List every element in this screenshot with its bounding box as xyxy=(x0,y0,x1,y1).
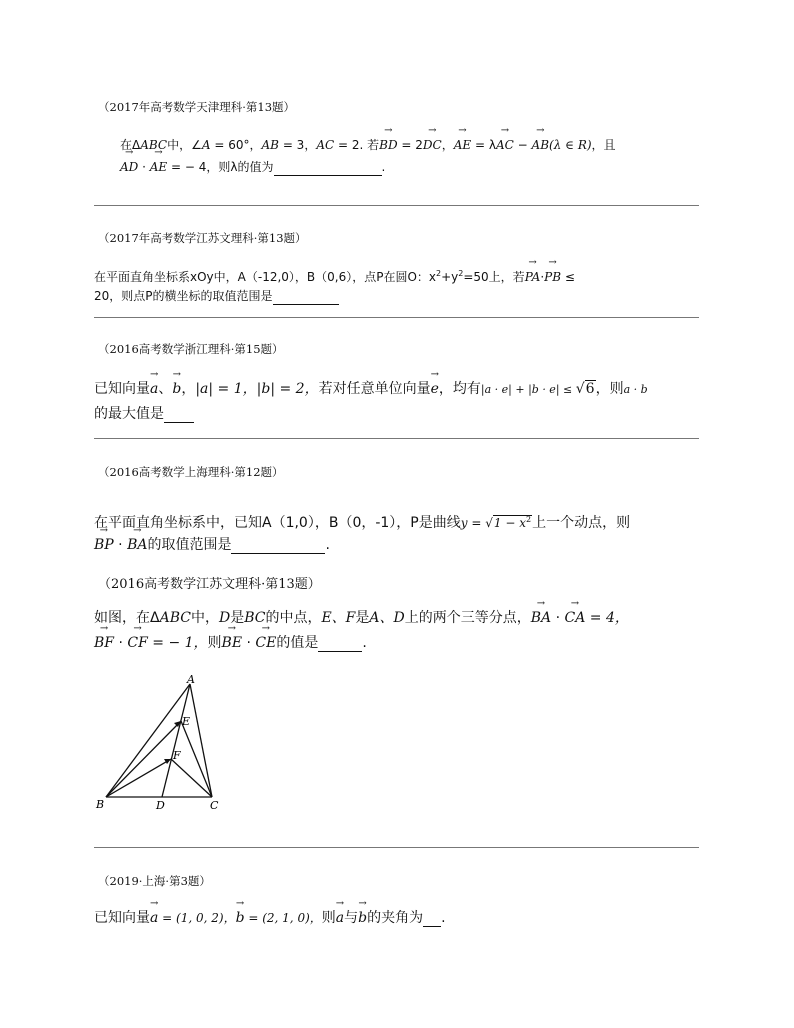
problem-2-line-1: 在平面直角坐标系xOy中，A（-12,0），B（0,6），点P在圆O：$x^2+y^2=50$上，若→ PA·→ PB ≤ xyxy=(94,265,575,286)
side-ab xyxy=(106,684,190,797)
answer-blank xyxy=(423,912,441,927)
label-a: A xyxy=(187,673,195,686)
problem-2-line-2: 20，则点P的横坐标的取值范围是 xyxy=(94,287,339,305)
divider xyxy=(94,847,699,848)
answer-blank xyxy=(164,408,194,423)
divider xyxy=(94,205,699,206)
problem-3-source: （2016高考数学浙江理科·第15题） xyxy=(98,342,284,356)
problem-1-line-1: 在ΔABC中，∠A = 60°，AB = 3，AC = 2. 若→ BD = 2→ DC，→ AE = λ→ AC − → AB(λ ∈ R)，且 xyxy=(120,136,616,154)
problem-5-source: （2016高考数学江苏文理科·第13题） xyxy=(98,577,321,592)
segment-ce xyxy=(181,721,212,797)
answer-blank xyxy=(318,637,362,652)
label-f: F xyxy=(173,749,181,762)
problem-6-line-1: 已知向量→ a = (1, 0, 2)，→ b = (2, 1, 0)，则→ a与→ b的夹角为 . xyxy=(94,909,446,927)
problem-1-line-2: → AD · → AE = − 4，则λ的值为 . xyxy=(120,158,385,176)
problem-3-line-2: 的最大值是 xyxy=(94,405,194,423)
label-d: D xyxy=(156,799,165,812)
problem-2-source: （2017年高考数学江苏文理科·第13题） xyxy=(98,231,307,245)
label-b: B xyxy=(96,798,105,811)
answer-blank xyxy=(273,290,339,305)
answer-blank xyxy=(274,161,382,176)
problem-4-source: （2016高考数学上海理科·第12题） xyxy=(98,465,284,479)
divider xyxy=(94,317,699,318)
divider xyxy=(94,438,699,439)
problem-4-line-2: → BP · → BA的取值范围是 . xyxy=(94,536,330,554)
label-c: C xyxy=(210,799,219,812)
problem-5-line-1: 如图，在ΔABC中，D是BC的中点，E、F是A、D上的两个三等分点，→ BA · → CA = 4， xyxy=(94,609,629,627)
answer-blank xyxy=(231,539,325,554)
triangle-figure xyxy=(90,670,240,820)
median-ad xyxy=(162,684,190,797)
problem-1-source: （2017年高考数学天津理科·第13题） xyxy=(98,100,296,114)
problem-6-source: （2019·上海·第3题） xyxy=(98,874,211,888)
problem-5-line-2: → BF · → CF = − 1，则→ BE · → CE的值是 . xyxy=(94,634,367,652)
problem-4-line-1: 在平面直角坐标系中，已知A（1,0），B（0，-1），P是曲线$y = √1 - x^2$上一个动点，则 xyxy=(94,515,631,531)
problem-3-line-1: 已知向量→ a、→ b，|a| = 1，|b| = 2，若对任意单位向量→ e，均有|a · e| + |b · e| ≤ √6，则a · b xyxy=(94,380,648,399)
label-e: E xyxy=(182,715,191,728)
